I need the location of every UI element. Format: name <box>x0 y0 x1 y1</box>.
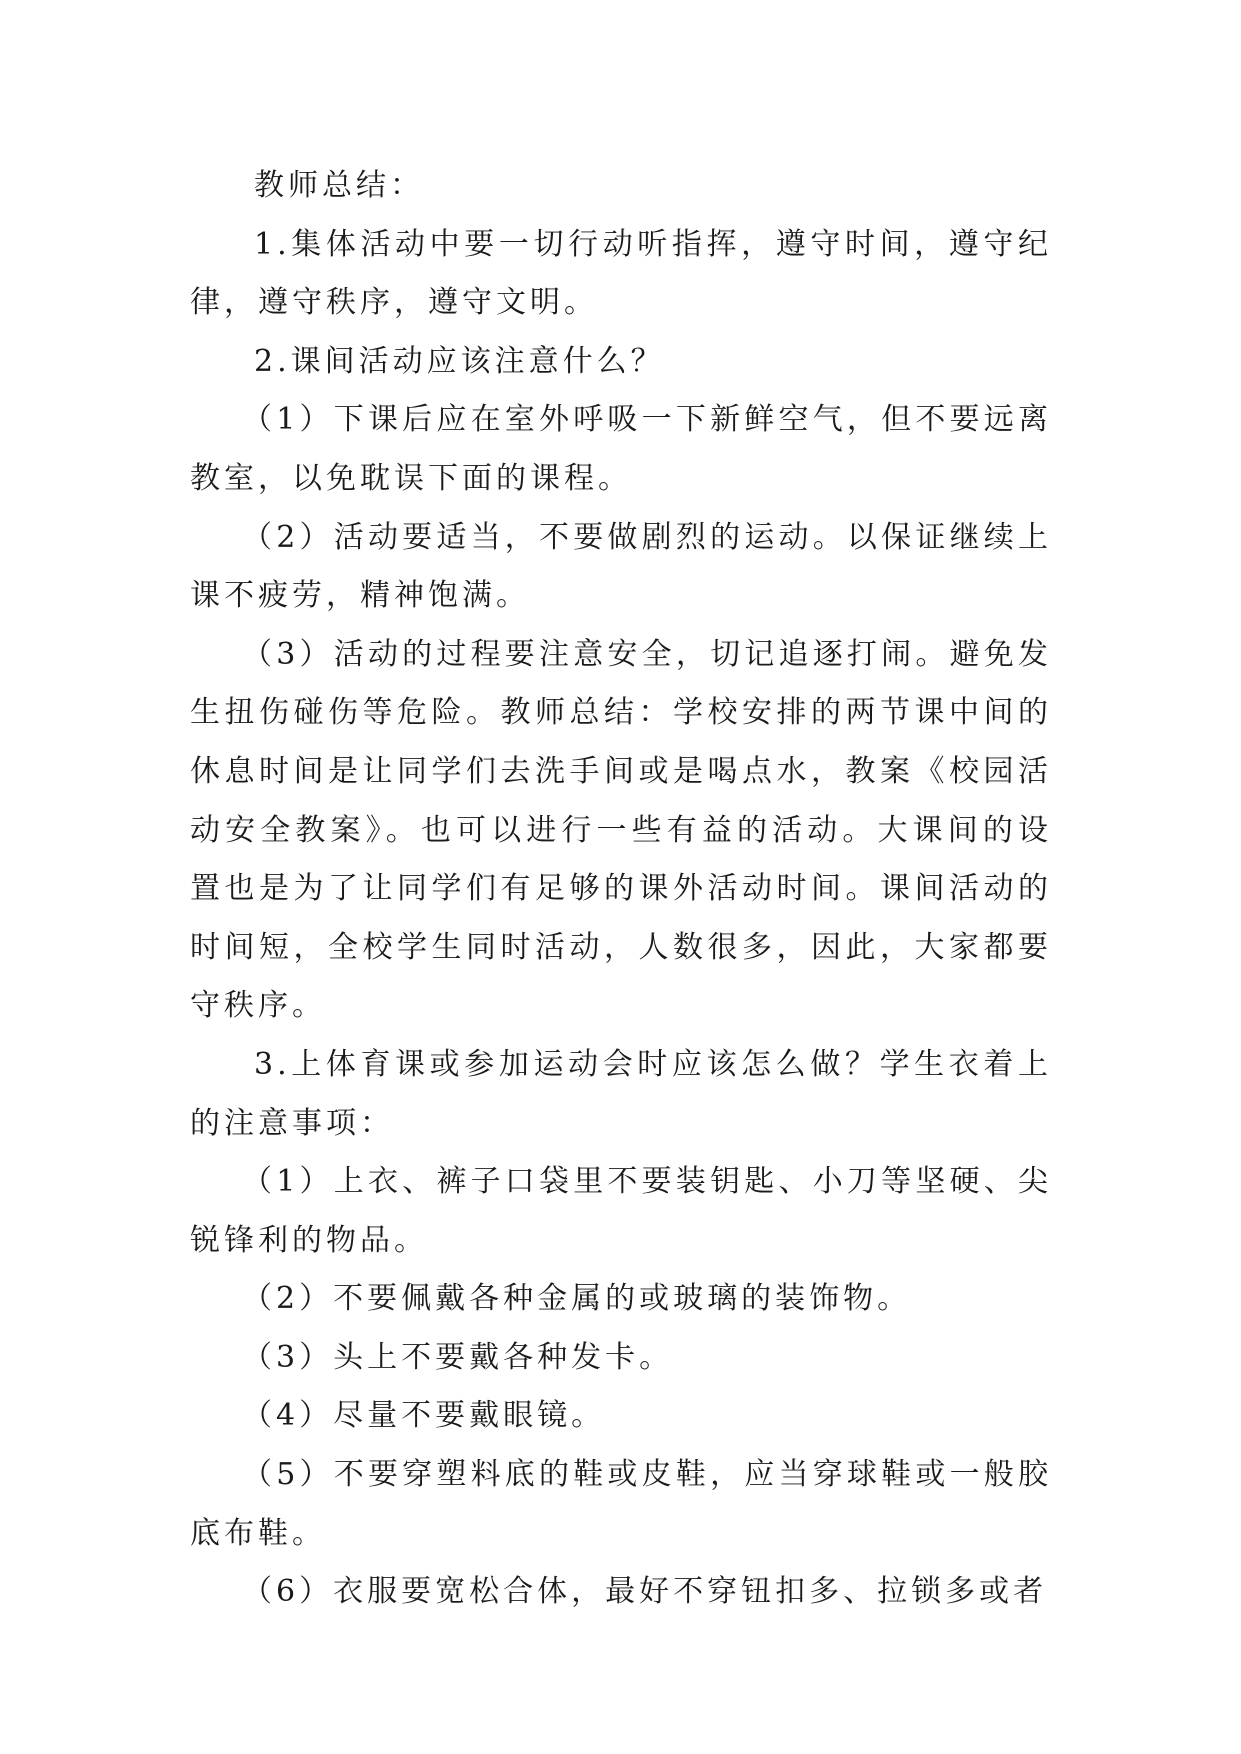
paragraph-point-2: 2.课间活动应该注意什么？ <box>254 343 665 379</box>
paragraph-point-3-item-6: （6）衣服要宽松合体，最好不穿钮扣多、拉锁多或者 <box>242 1574 1048 1610</box>
paragraph-point-3: 3.上体育课或参加运动会时应该怎么做？学生衣着上的注意事项： <box>190 1046 1052 1141</box>
paragraph-point-3-item-3: （3）头上不要戴各种发卡。 <box>242 1339 674 1375</box>
paragraph-point-3-item-2: （2）不要佩戴各种金属的或玻璃的装饰物。 <box>242 1281 912 1317</box>
paragraph-point-3-item-1: （1）上衣、裤子口袋里不要装钥匙、小刀等坚硬、尖锐锋利的物品。 <box>190 1164 1052 1258</box>
paragraph-summary-heading: 教师总结： <box>254 168 424 203</box>
document-body <box>190 157 1052 1622</box>
paragraph-point-3-item-5: （5）不要穿塑料底的鞋或皮鞋，应当穿球鞋或一般胶底布鞋。 <box>190 1457 1052 1551</box>
paragraph-point-2-item-1: （1）下课后应在室外呼吸一下新鲜空气，但不要远离教室，以免耽误下面的课程。 <box>190 402 1052 496</box>
paragraph-point-2-item-3: （3）活动的过程要注意安全，切记追逐打闹。避免发生扭伤碰伤等危险。教师总结：学校安排的两节课中间的休息时间是让同学们去洗手间或是喝点水，教案《校园活动安全教案》。也可以进行一些有益的活动。大课间的设置也是为了让同学们有足够的课外活动时间。课间活动的时间短，全校学生同时活动，人数很多，因此，大家都要守秩序。 <box>190 636 1052 1024</box>
paragraph-point-3-item-4: （4）尽量不要戴眼镜。 <box>242 1398 606 1434</box>
paragraph-point-1: 1.集体活动中要一切行动听指挥，遵守时间，遵守纪律，遵守秩序，遵守文明。 <box>190 226 1052 321</box>
paragraph-point-2-item-2: （2）活动要适当，不要做剧烈的运动。以保证继续上课不疲劳，精神饱满。 <box>190 519 1052 614</box>
